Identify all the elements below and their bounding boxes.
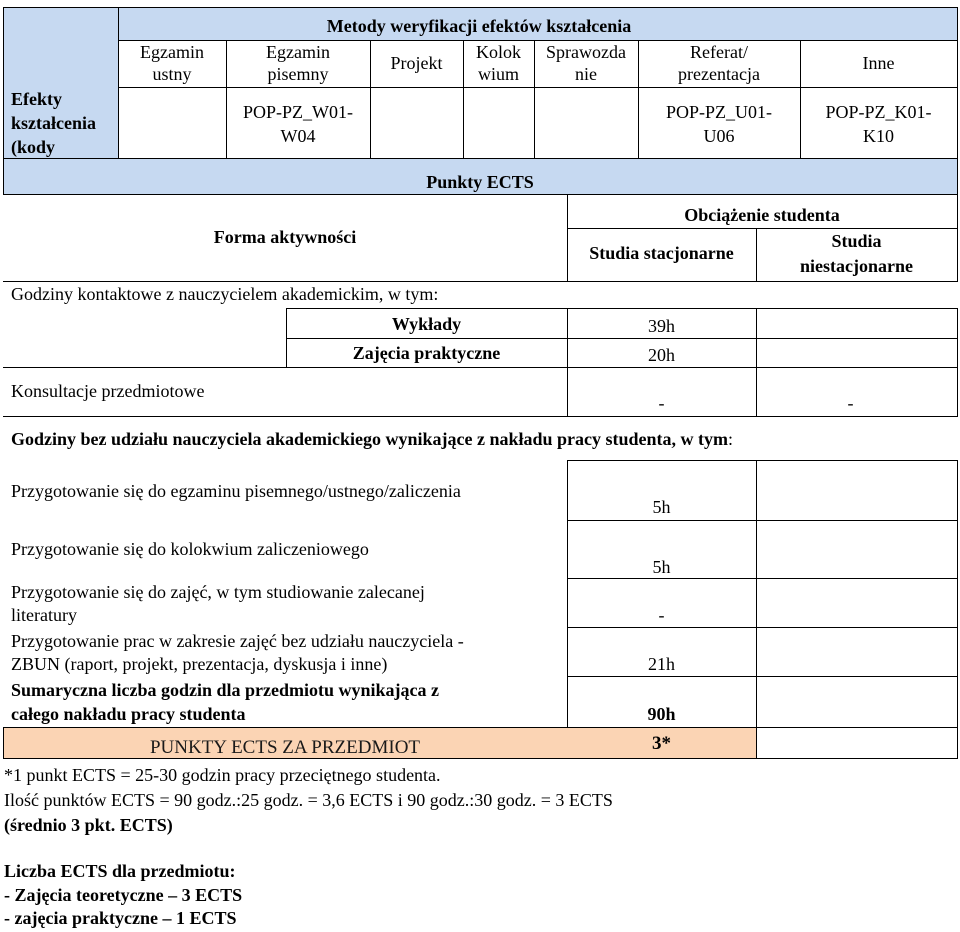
row-class-prep-label-2: literatury [11,605,77,625]
col-written-exam-2: pisemny [267,64,329,84]
practical-stationary: 20h [648,345,675,365]
summary-stationary: 90h [647,704,676,724]
summary-label-1: Sumaryczna liczba godzin dla przedmiotu wynikająca z [11,680,439,700]
row-class-prep-stationary: - [658,605,665,625]
ects-total-value: 3* [652,733,671,754]
row-class-prep-label-1: Przygotowanie się do zajęć, w tym studiowanie zalecanej [11,582,425,602]
effects-label-2: kształcenia [11,113,96,133]
ects-title: Punkty ECTS [426,172,534,192]
col-oral-exam-1: Egzamin [140,42,204,62]
col-project: Projekt [390,53,443,73]
activity-header: Forma aktywności [213,227,357,247]
col-presentation-1: Referat/ [690,42,748,62]
code-written-1: POP-PZ_W01- [242,102,353,122]
col-presentation-2: prezentacja [678,64,760,84]
row-zbun-stationary: 21h [648,654,675,674]
row-zbun-label-2: ZBUN (raport, projekt, prezentacja, dyskusja i inne) [11,654,388,674]
col-other: Inne [862,53,895,73]
self-study-heading-tail: : [728,429,734,449]
col-report-2: nie [575,64,597,84]
note-line-4: Liczba ECTS dla przedmiotu: [4,861,236,881]
note-line-3: (średnio 3 pkt. ECTS) [4,815,173,835]
col-written-exam-1: Egzamin [266,42,330,62]
lectures-stationary: 39h [648,316,675,336]
nonstationary-header-1: Studia [831,231,882,251]
col-report-1: Sprawozda [546,42,626,62]
code-presentation-2: U06 [703,126,735,146]
consultations-stationary: - [658,393,665,413]
consultations-label: Konsultacje przedmiotowe [11,381,205,401]
effects-label-1: Efekty [11,89,62,109]
stationary-header: Studia stacjonarne [589,243,734,263]
row-exam-prep-label: Przygotowanie się do egzaminu pisemnego/ustnego/zaliczenia [11,481,461,501]
row-colloquium-prep-label: Przygotowanie się do kolokwium zaliczeniowego [11,539,369,559]
contact-heading: Godziny kontaktowe z nauczycielem akademickim, w tym: [11,284,439,304]
ects-total-label: PUNKTY ECTS ZA PRZEDMIOT [149,737,421,758]
practical-label: Zajęcia praktyczne [352,343,501,363]
col-oral-exam-2: ustny [152,64,192,84]
col-colloquium-1: Kolok [476,42,521,62]
load-header: Obciążenie studenta [684,205,840,225]
col-colloquium-2: wium [477,64,519,84]
self-study-heading [11,428,733,450]
row-exam-prep-stationary: 5h [652,497,671,517]
code-presentation-1: POP-PZ_U01- [665,102,772,122]
self-study-heading-bold: Godziny bez udziału nauczyciela akademickiego wynikające z nakładu pracy studenta, w tym [11,429,729,449]
note-line-6: - zajęcia praktyczne – 1 ECTS [4,908,237,928]
effects-label-3: (kody [11,137,56,157]
code-written-2: W04 [280,126,316,146]
code-other-1: POP-PZ_K01- [825,102,932,122]
note-line-5: - Zajęcia teoretyczne – 3 ECTS [4,885,243,905]
note-line-2: Ilość punktów ECTS = 90 godz.:25 godz. = 3,6 ECTS i 90 godz.:30 godz. = 3 ECTS [4,790,613,810]
summary-label-2: całego nakładu pracy studenta [11,704,246,724]
methods-title: Metody weryfikacji efektów kształcenia [326,16,632,36]
row-colloquium-prep-stationary: 5h [652,557,671,577]
note-line-1: *1 punkt ECTS = 25-30 godzin pracy przeciętnego studenta. [4,765,441,785]
lectures-label: Wykłady [391,314,462,334]
row-zbun-label-1: Przygotowanie prac w zakresie zajęć bez udziału nauczyciela - [11,631,464,651]
nonstationary-header-2: niestacjonarne [800,256,913,276]
code-other-2: K10 [863,126,894,146]
consultations-nonstationary: - [847,393,854,413]
